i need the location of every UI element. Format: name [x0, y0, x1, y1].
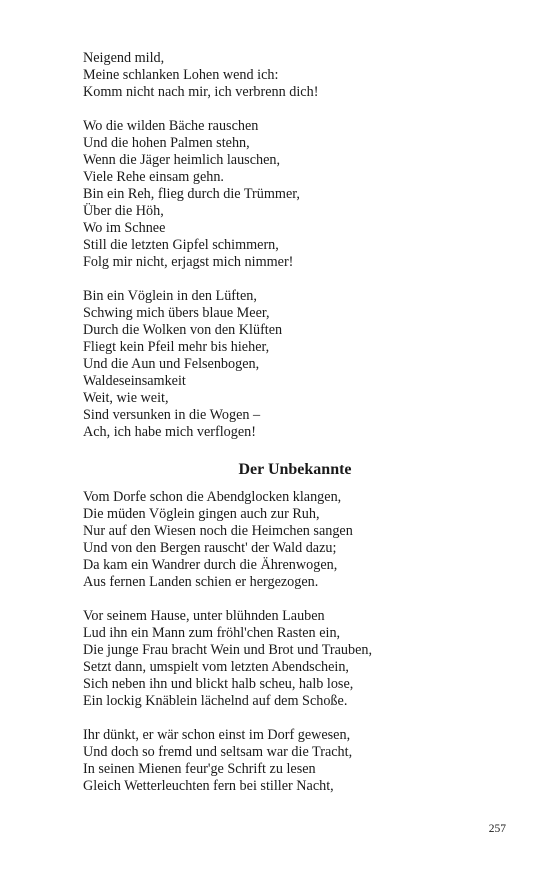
stanza-gap — [83, 710, 523, 727]
poem-line: Meine schlanken Lohen wend ich: — [83, 67, 279, 83]
poem-line: Wo die wilden Bäche rauschen — [83, 118, 259, 134]
poem-line: Aus fernen Landen schien er hergezogen. — [83, 574, 319, 590]
poem-line: Bin ein Reh, flieg durch die Trümmer, — [83, 186, 300, 202]
poem-line: Gleich Wetterleuchten fern bei stiller Nacht, — [83, 778, 334, 794]
poem-line: Bin ein Vöglein in den Lüften, — [83, 288, 257, 304]
poem-line: Und von den Bergen rauscht' der Wald dazu; — [83, 540, 337, 556]
poem-text-before — [83, 50, 523, 441]
poem-line: Sind versunken in die Wogen – — [83, 407, 261, 423]
poem-line: Folg mir nicht, erjagst mich nimmer! — [83, 254, 294, 270]
poem-line: Vor seinem Hause, unter blühnden Lauben — [83, 608, 325, 624]
poem-line: Weit, wie weit, — [83, 390, 169, 406]
poem-line: Still die letzten Gipfel schimmern, — [83, 237, 279, 253]
poem-line: Über die Höh, — [83, 203, 164, 219]
page-number: 257 — [488, 823, 506, 835]
poem-line: Komm nicht nach mir, ich verbrenn dich! — [83, 84, 319, 100]
poem-line: Die müden Vöglein gingen auch zur Ruh, — [83, 506, 320, 522]
poem-line: Sich neben ihn und blickt halb scheu, halb lose, — [83, 676, 354, 692]
poem-line: Lud ihn ein Mann zum fröhl'chen Rasten ein, — [83, 625, 341, 641]
poem-line: Die junge Frau bracht Wein und Brot und Trauben, — [83, 642, 373, 658]
poem-line: Da kam ein Wandrer durch die Ährenwogen, — [83, 557, 338, 573]
poem-line: Waldeseinsamkeit — [83, 373, 186, 389]
poem-line: Ach, ich habe mich verflogen! — [83, 424, 256, 440]
poem-line: Und doch so fremd und seltsam war die Tracht, — [83, 744, 353, 760]
poem-line: Ihr dünkt, er wär schon einst im Dorf gewesen, — [83, 727, 351, 743]
poem-line: Fliegt kein Pfeil mehr bis hieher, — [83, 339, 270, 355]
poem-line: Durch die Wolken von den Klüften — [83, 322, 283, 338]
poem-line: Schwing mich übers blaue Meer, — [83, 305, 270, 321]
poem-line: Ein lockig Knäblein lächelnd auf dem Schoße. — [83, 693, 348, 709]
poem-line: Neigend mild, — [83, 50, 165, 66]
stanza-gap — [83, 271, 523, 288]
poem-line: Nur auf den Wiesen noch die Heimchen sangen — [83, 523, 353, 539]
poem-line: Wenn die Jäger heimlich lauschen, — [83, 152, 281, 168]
poem-text-after — [83, 489, 523, 795]
poem-line: Und die Aun und Felsenbogen, — [83, 356, 260, 372]
poem-line: Wo im Schnee — [83, 220, 166, 236]
poem-title: Der Unbekannte — [238, 461, 352, 478]
poem-line: Und die hohen Palmen stehn, — [83, 135, 250, 151]
poem-line: Vom Dorfe schon die Abendglocken klangen, — [83, 489, 342, 505]
poem-line: Setzt dann, umspielt vom letzten Abendschein, — [83, 659, 349, 675]
stanza-gap — [83, 591, 523, 608]
stanza-gap — [83, 101, 523, 118]
poem-line: Viele Rehe einsam gehn. — [83, 169, 224, 185]
poem-line: In seinen Mienen feur'ge Schrift zu lesen — [83, 761, 316, 777]
